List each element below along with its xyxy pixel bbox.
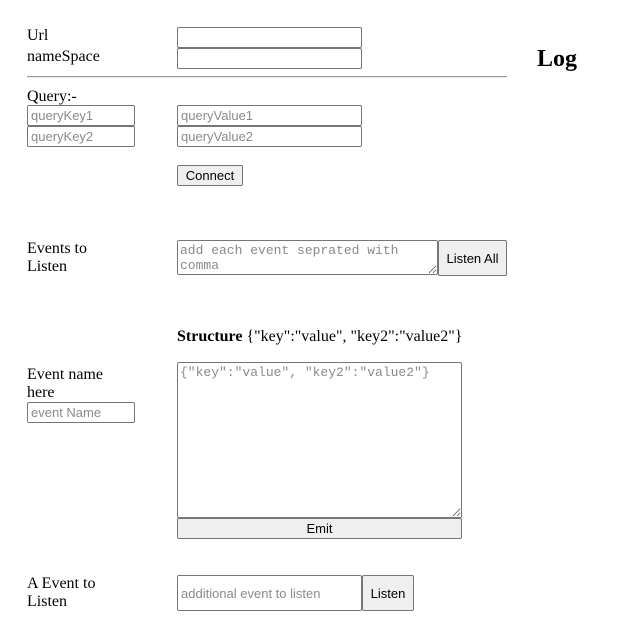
event-name-label-line2: here <box>27 384 55 401</box>
query-value2-input[interactable] <box>177 126 362 147</box>
structure-example: {"key":"value", "key2":"value2"} <box>246 328 463 345</box>
query-key2-input[interactable] <box>27 126 135 147</box>
single-event-label <box>27 575 95 611</box>
url-input[interactable] <box>177 27 362 48</box>
events-to-listen-label-line2: Listen <box>27 258 67 275</box>
events-to-listen-label-line1: Events to <box>27 240 87 257</box>
namespace-label: nameSpace <box>27 48 100 65</box>
emit-button[interactable]: Emit <box>177 518 462 539</box>
structure-hint <box>177 328 462 346</box>
url-label: Url <box>27 27 49 44</box>
query-label: Query:- <box>27 88 77 105</box>
listen-all-button[interactable]: Listen All <box>438 240 507 276</box>
events-to-listen-label <box>27 240 87 276</box>
event-name-label <box>27 366 103 402</box>
query-value1-input[interactable] <box>177 105 362 126</box>
divider <box>27 76 507 78</box>
listen-button[interactable]: Listen <box>362 575 414 611</box>
single-event-label-line1: A Event to <box>27 575 96 592</box>
namespace-input[interactable] <box>177 48 362 69</box>
query-key1-input[interactable] <box>27 105 135 126</box>
structure-heading: Structure <box>177 328 243 345</box>
payload-textarea[interactable] <box>177 362 462 518</box>
events-list-textarea[interactable] <box>177 240 438 275</box>
additional-event-input[interactable] <box>177 575 362 611</box>
log-title: Log <box>537 46 578 72</box>
event-name-label-line1: Event name <box>27 366 103 383</box>
event-name-input[interactable] <box>27 402 135 423</box>
single-event-label-line2: Listen <box>27 593 67 610</box>
connect-button[interactable]: Connect <box>177 165 243 186</box>
